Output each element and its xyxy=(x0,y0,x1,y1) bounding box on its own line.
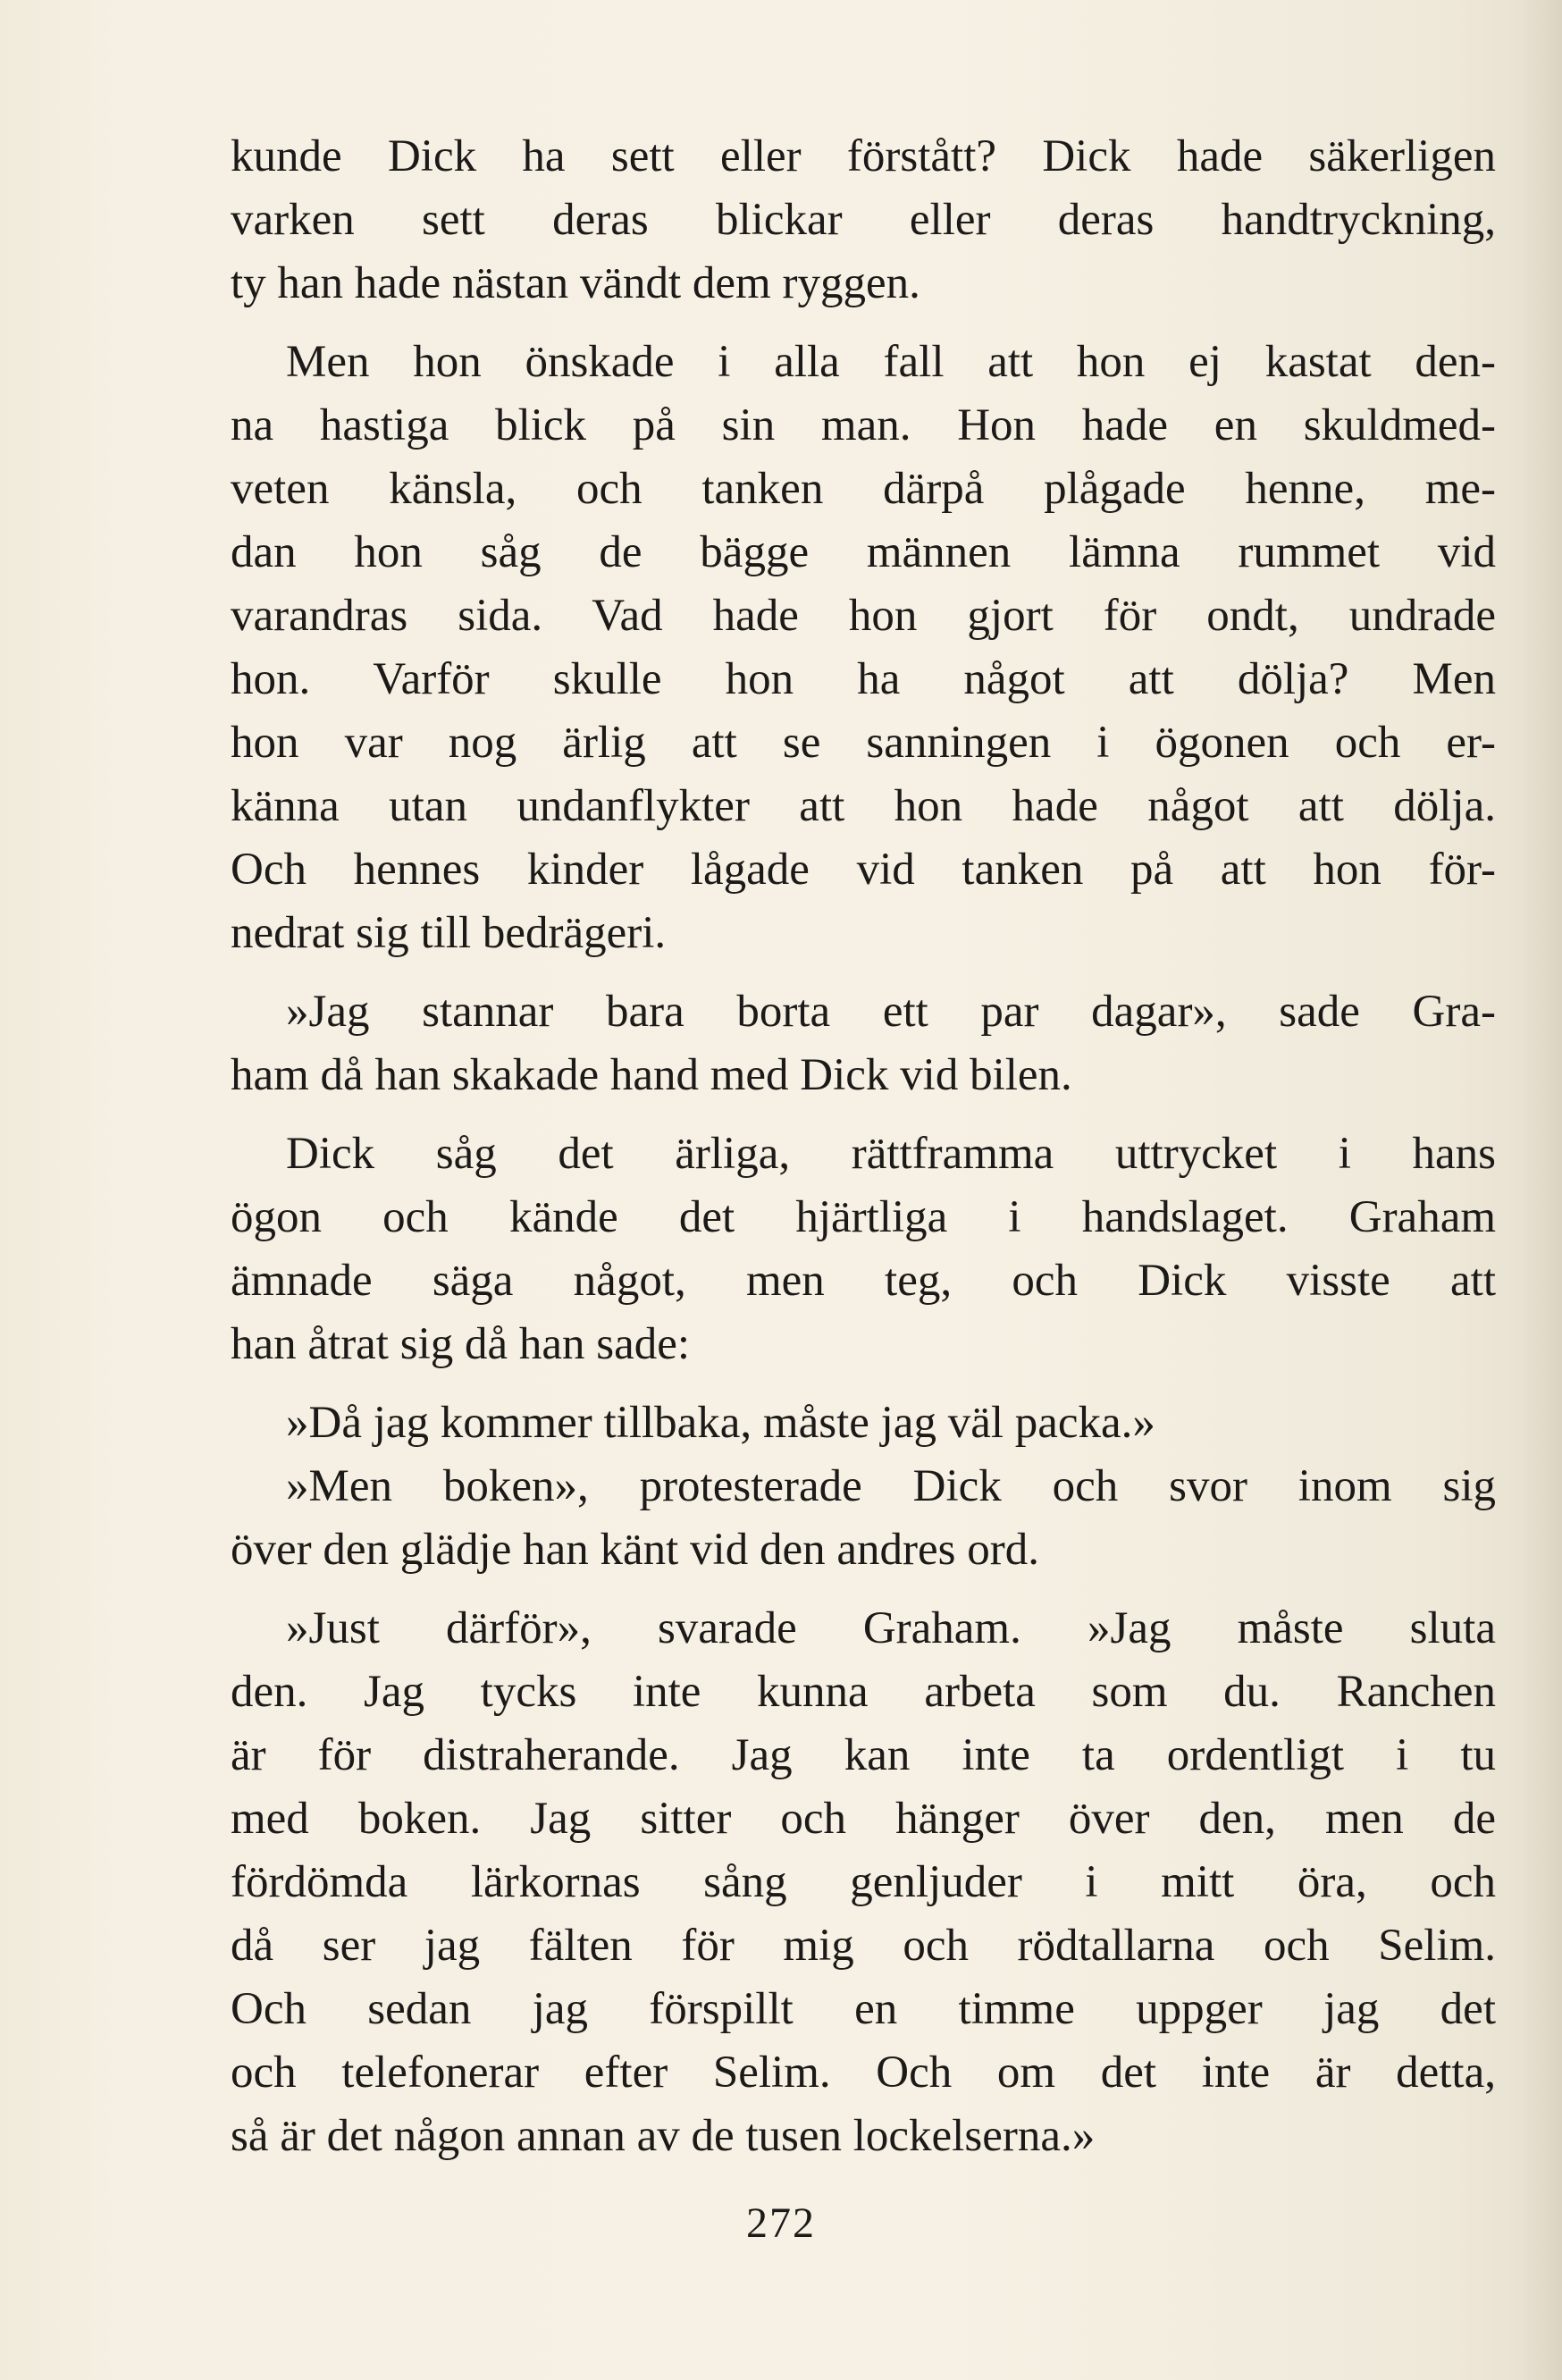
text-line: na hastiga blick på sin man. Hon hade en skuldmed- xyxy=(231,400,1496,450)
text-line: »Men boken», protesterade Dick och svor inom sig xyxy=(286,1461,1496,1511)
text-line: är för distraherande. Jag kan inte ta ordentligt i tu xyxy=(231,1730,1496,1780)
text-line: fördömda lärkornas sång genljuder i mitt öra, och xyxy=(231,1857,1496,1907)
text-line: hon. Varför skulle hon ha något att dölja? Men xyxy=(231,654,1496,704)
text-line: dan hon såg de bägge männen lämna rummet vid xyxy=(231,527,1496,577)
text-line: Dick såg det ärliga, rättframma uttrycket i hans xyxy=(286,1129,1496,1179)
text-line: varken sett deras blickar eller deras handtryckning, xyxy=(231,195,1496,245)
paragraph xyxy=(231,125,1496,315)
paragraph xyxy=(231,1597,1496,2168)
paragraph-gap xyxy=(231,1582,1496,1597)
text-line: och telefonerar efter Selim. Och om det inte är detta, xyxy=(231,2048,1496,2098)
text-line: kunde Dick ha sett eller förstått? Dick hade säkerligen xyxy=(231,131,1496,181)
text-line: varandras sida. Vad hade hon gjort för ondt, undrade xyxy=(231,591,1496,641)
text-line: Och sedan jag förspillt en timme uppger jag det xyxy=(231,1984,1496,2034)
page-edge-shadow xyxy=(1519,0,1562,2380)
paragraph-gap xyxy=(231,965,1496,980)
paragraph-gap xyxy=(231,1107,1496,1123)
text-line: han åtrat sig då han sade: xyxy=(231,1319,691,1369)
text-line: »Jag stannar bara borta ett par dagar», sade Gra- xyxy=(286,987,1496,1037)
page-number: 272 xyxy=(746,2199,816,2247)
text-line: känna utan undanflykter att hon hade något att dölja. xyxy=(231,781,1496,831)
paragraph xyxy=(231,331,1496,965)
text-line: så är det någon annan av de tusen lockelserna.» xyxy=(231,2111,1096,2161)
text-line: Men hon önskade i alla fall att hon ej kastat den- xyxy=(286,337,1496,387)
paragraph-gap xyxy=(231,1376,1496,1392)
paragraph xyxy=(231,1455,1496,1582)
text-line: veten känsla, och tanken därpå plågade henne, me- xyxy=(231,464,1496,514)
text-line: med boken. Jag sitter och hänger över den, men de xyxy=(231,1794,1496,1844)
paragraph xyxy=(231,1123,1496,1376)
body-text xyxy=(231,125,1496,2168)
paragraph xyxy=(231,980,1496,1107)
text-line: Och hennes kinder lågade vid tanken på att hon för- xyxy=(231,845,1496,895)
text-line: »Då jag kommer tillbaka, måste jag väl packa.» xyxy=(286,1398,1155,1448)
text-line: ty han hade nästan vändt dem ryggen. xyxy=(231,258,920,308)
text-line: »Just därför», svarade Graham. »Jag måste sluta xyxy=(286,1603,1496,1653)
text-line: ögon och kände det hjärtliga i handslaget. Graham xyxy=(231,1192,1496,1242)
text-line: hon var nog ärlig att se sanningen i ögonen och er- xyxy=(231,718,1496,768)
text-line: då ser jag fälten för mig och rödtallarna och Selim. xyxy=(231,1921,1496,1971)
text-line: den. Jag tycks inte kunna arbeta som du. Ranchen xyxy=(231,1667,1496,1717)
text-line: över den glädje han känt vid den andres ord. xyxy=(231,1525,1039,1575)
text-line: nedrat sig till bedrägeri. xyxy=(231,908,667,958)
paragraph-gap xyxy=(231,315,1496,331)
text-line: ämnade säga något, men teg, och Dick visste att xyxy=(231,1256,1496,1306)
text-line: ham då han skakade hand med Dick vid bilen. xyxy=(231,1050,1072,1100)
paragraph xyxy=(231,1392,1496,1455)
